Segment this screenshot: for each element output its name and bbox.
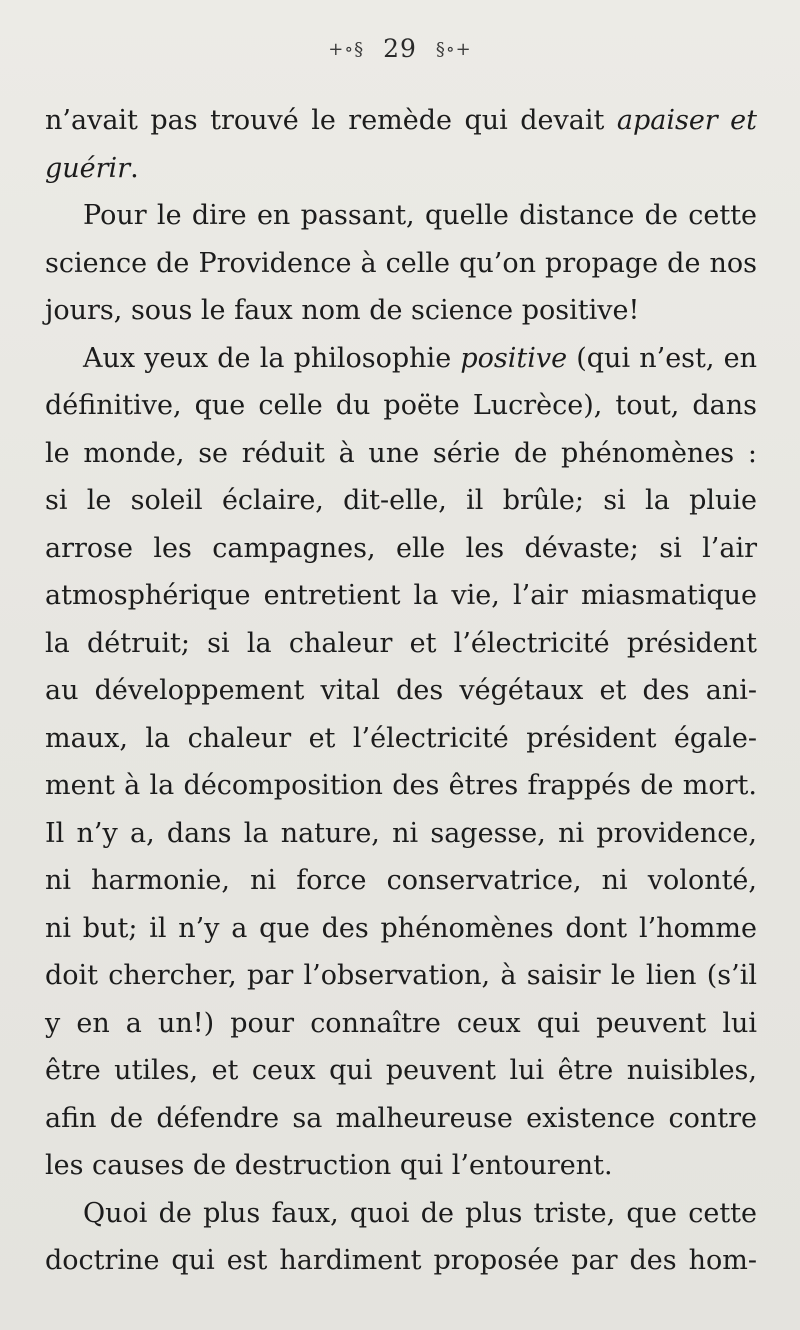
italic-text: guérir [45,152,131,184]
ornament-right: §∘+ [435,39,472,60]
text-line: doit chercher, par l’observation, à saisir le lien (s’il [45,960,757,991]
italic-text: apaiser et [616,105,757,136]
text-line: jours, sous le faux nom de science positive! [45,295,640,326]
text-line: si le soleil éclaire, dit-elle, il brûle; si la pluie [45,485,757,516]
text-line: définitive, que celle du poëte Lucrèce), tout, dans [45,390,757,421]
text-line: y en a un!) pour connaître ceux qui peuvent lui [45,1007,757,1039]
text-line: le monde, se réduit à une série de phénomènes : [45,437,757,469]
text-line: ment à la décomposition des êtres frappés de mort. [45,770,757,801]
text-line: atmosphérique entretient la vie, l’air miasmatique [45,580,757,611]
italic-text: positive [460,342,568,374]
text-line: Pour le dire en passant, quelle distance de cette [83,200,757,231]
text-line [45,145,757,193]
page-header [0,34,800,63]
text-line: afin de défendre sa malheureuse existence contre [45,1102,757,1134]
page-body-text [45,97,757,1285]
text-line: maux, la chaleur et l’électricité président égale- [45,722,757,754]
text-span: (qui n’est, en [567,342,757,374]
text-line: au développement vital des végétaux et des ani- [45,675,757,706]
text-span: . [130,152,139,184]
text-line: doctrine qui est hardiment proposée par des hom- [45,1245,757,1276]
text-line: la détruit; si la chaleur et l’électricité président [45,627,757,659]
text-span: n’avait pas trouvé le remède qui devait [45,105,617,136]
text-span: Aux yeux de la philosophie [83,342,461,374]
text-line: Quoi de plus faux, quoi de plus triste, que cette [83,1197,757,1229]
text-line [45,97,757,145]
text-line: ni but; il n’y a que des phénomènes dont l’homme [45,912,757,944]
page-number: 29 [383,34,417,63]
text-line: Il n’y a, dans la nature, ni sagesse, ni providence, [45,817,757,849]
text-line: ni harmonie, ni force conservatrice, ni volonté, [45,865,757,896]
text-line [45,335,757,383]
text-line: science de Providence à celle qu’on propage de nos [45,247,757,279]
text-line: être utiles, et ceux qui peuvent lui être nuisibles, [45,1055,757,1086]
text-line: arrose les campagnes, elle les dévaste; si l’air [45,532,757,564]
text-line: les causes de destruction qui l’entourent. [45,1150,613,1181]
ornament-left: +∘§ [328,39,365,60]
